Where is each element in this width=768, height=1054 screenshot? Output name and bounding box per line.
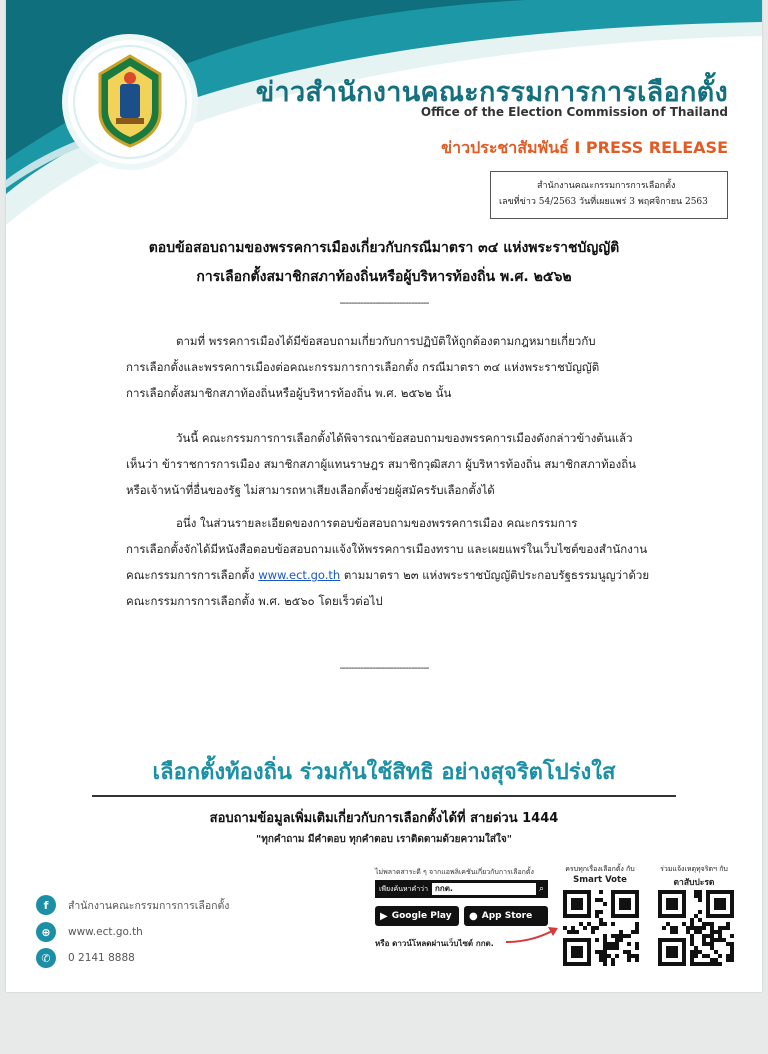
- paragraph-3-line1: อนึ่ง ในส่วนรายละเอียดของการตอบข้อสอบถามของพรรคการเมือง คณะกรรมการ: [176, 516, 578, 530]
- qr-tasapparod-caption: [654, 864, 734, 889]
- paragraph-3-line3-suffix: ตามมาตรา ๒๓ แห่งพระราชบัญญัติประกอบรัฐธรรมนูญว่าด้วย: [340, 568, 650, 582]
- press-release-label: ข่าวประชาสัมพันธ์ I PRESS RELEASE: [441, 138, 728, 157]
- qr-smartvote-name: Smart Vote: [573, 875, 627, 885]
- app-store-badge[interactable]: [464, 906, 548, 926]
- app-promo-note: ไม่พลาดสาระดี ๆ จากแอพลิเคชันเกี่ยวกับการเลือกตั้ง: [375, 868, 534, 876]
- download-note: หรือ ดาวน์โหลดผ่านเว็บไซต์ กกต.: [375, 939, 494, 948]
- google-play-badge[interactable]: [375, 906, 459, 926]
- arrow-icon: [504, 924, 564, 946]
- paragraph-2-line3: หรือเจ้าหน้าที่อื่นของรัฐ ไม่สามารถหาเสียงเลือกตั้งช่วยผู้สมัครรับเลือกตั้งได้: [126, 483, 495, 497]
- contact-phone-text: 0 2141 8888: [68, 952, 135, 964]
- title-english: Office of the Election Commission of Thailand: [420, 105, 728, 119]
- contact-website[interactable]: [36, 922, 143, 942]
- app-search-label: เพียงค้นหาคำว่า: [379, 884, 429, 893]
- reference-number-date: เลขที่ข่าว 54/2563 วันที่เผยแพร่ 3 พฤศจิกายน 2563: [499, 197, 708, 207]
- paragraph-2: [126, 425, 686, 503]
- title-thai: ข่าวสำนักงานคณะกรรมการการเลือกตั้ง: [255, 77, 728, 108]
- paragraph-1: [126, 328, 686, 406]
- contact-facebook-text: สำนักงานคณะกรรมการการเลือกตั้ง: [68, 899, 230, 912]
- app-search-bar: [375, 880, 548, 898]
- paragraph-3-line3-prefix: คณะกรรมการการเลือกตั้ง: [126, 568, 259, 582]
- contact-phone[interactable]: [36, 948, 135, 968]
- reference-box: [490, 171, 728, 219]
- globe-icon: ⊕: [36, 922, 56, 942]
- campaign-slogan: เลือกตั้งท้องถิ่น ร่วมกันใช้สิทธิ อย่างสุจริตโปร่งใส: [152, 760, 616, 785]
- qr-code-smartvote[interactable]: [563, 890, 639, 966]
- contact-facebook[interactable]: [36, 895, 229, 915]
- search-icon: ⌕: [538, 884, 544, 894]
- divider: [92, 795, 676, 797]
- google-play-label: Google Play: [391, 911, 452, 921]
- paragraph-3-line3: [76, 562, 686, 588]
- document-heading-line1: ตอบข้อสอบถามของพรรคการเมืองเกี่ยวกับกรณีมาตรา ๓๔ แห่งพระราชบัญญัติ: [148, 240, 620, 256]
- paragraph-2-line2: เห็นว่า ข้าราชการการเมือง สมาชิกสภาผู้แทนราษฎร สมาชิกวุฒิสภา ผู้บริหารท้องถิ่น สมาชิกสภาท้องถิ่น: [126, 457, 637, 471]
- qr-code-tasapparod[interactable]: [658, 890, 734, 966]
- facebook-icon: f: [36, 895, 56, 915]
- app-search-keyword: กกต.: [432, 883, 536, 895]
- paragraph-1-line1: ตามที่ พรรคการเมืองได้มีข้อสอบถามเกี่ยวกับการปฏิบัติให้ถูกต้องตามกฎหมายเกี่ยวกับ: [176, 334, 596, 348]
- contact-website-text: www.ect.go.th: [68, 926, 143, 938]
- reference-office: สำนักงานคณะกรรมการการเลือกตั้ง: [537, 181, 676, 191]
- paragraph-3-line2: การเลือกตั้งจักได้มีหนังสือตอบข้อสอบถามแจ้งให้พรรคการเมืองทราบ และเผยแพร่ในเว็บไซต์ของสำนักงาน: [126, 542, 648, 556]
- paragraph-3-line4: คณะกรรมการการเลือกตั้ง พ.ศ. ๒๕๖๐ โดยเร็วต่อไป: [126, 594, 383, 608]
- qr-tasapparod-name: ตาสับปะรด: [673, 878, 715, 888]
- press-release-page: [6, 0, 762, 992]
- document-heading-line2: การเลือกตั้งสมาชิกสภาท้องถิ่นหรือผู้บริหารท้องถิ่น พ.ศ. ๒๕๖๒: [196, 269, 572, 285]
- motto-text: "ทุกคำถาม มีคำตอบ ทุกคำตอบ เราติดตามด้วยความใส่ใจ": [256, 834, 512, 845]
- qr-smartvote-caption-text: ครบทุกเรื่องเลือกตั้ง กับ: [565, 865, 635, 873]
- paragraph-1-line2: การเลือกตั้งและพรรคการเมืองต่อคณะกรรมการการเลือกตั้ง กรณีมาตรา ๓๔ แห่งพระราชบัญญัติ: [126, 360, 600, 374]
- paragraph-1-line3: การเลือกตั้งสมาชิกสภาท้องถิ่นหรือผู้บริหารท้องถิ่น พ.ศ. ๒๕๖๒ นั้น: [126, 386, 452, 400]
- qr-tasapparod-caption-text: ร่วมแจ้งเหตุทุจริตฯ กับ: [660, 865, 728, 873]
- app-store-label: App Store: [481, 911, 533, 921]
- paragraph-3: [126, 510, 686, 614]
- ect-logo: [68, 40, 192, 164]
- paragraph-2-line1: วันนี้ คณะกรรมการการเลือกตั้งได้พิจารณาข้อสอบถามของพรรคการเมืองดังกล่าวข้างต้นแล้ว: [176, 431, 633, 445]
- end-separator-line: ------------------------------: [339, 661, 429, 674]
- hotline-text: สอบถามข้อมูลเพิ่มเติมเกี่ยวกับการเลือกตั้งได้ที่ สายด่วน 1444: [209, 811, 559, 826]
- apple-icon: ●: [469, 910, 478, 922]
- ect-website-link[interactable]: www.ect.go.th: [258, 568, 341, 582]
- phone-icon: ✆: [36, 948, 56, 968]
- play-icon: ▶: [380, 910, 388, 922]
- separator-line: ------------------------------: [339, 296, 429, 309]
- qr-smartvote-caption: [560, 864, 640, 885]
